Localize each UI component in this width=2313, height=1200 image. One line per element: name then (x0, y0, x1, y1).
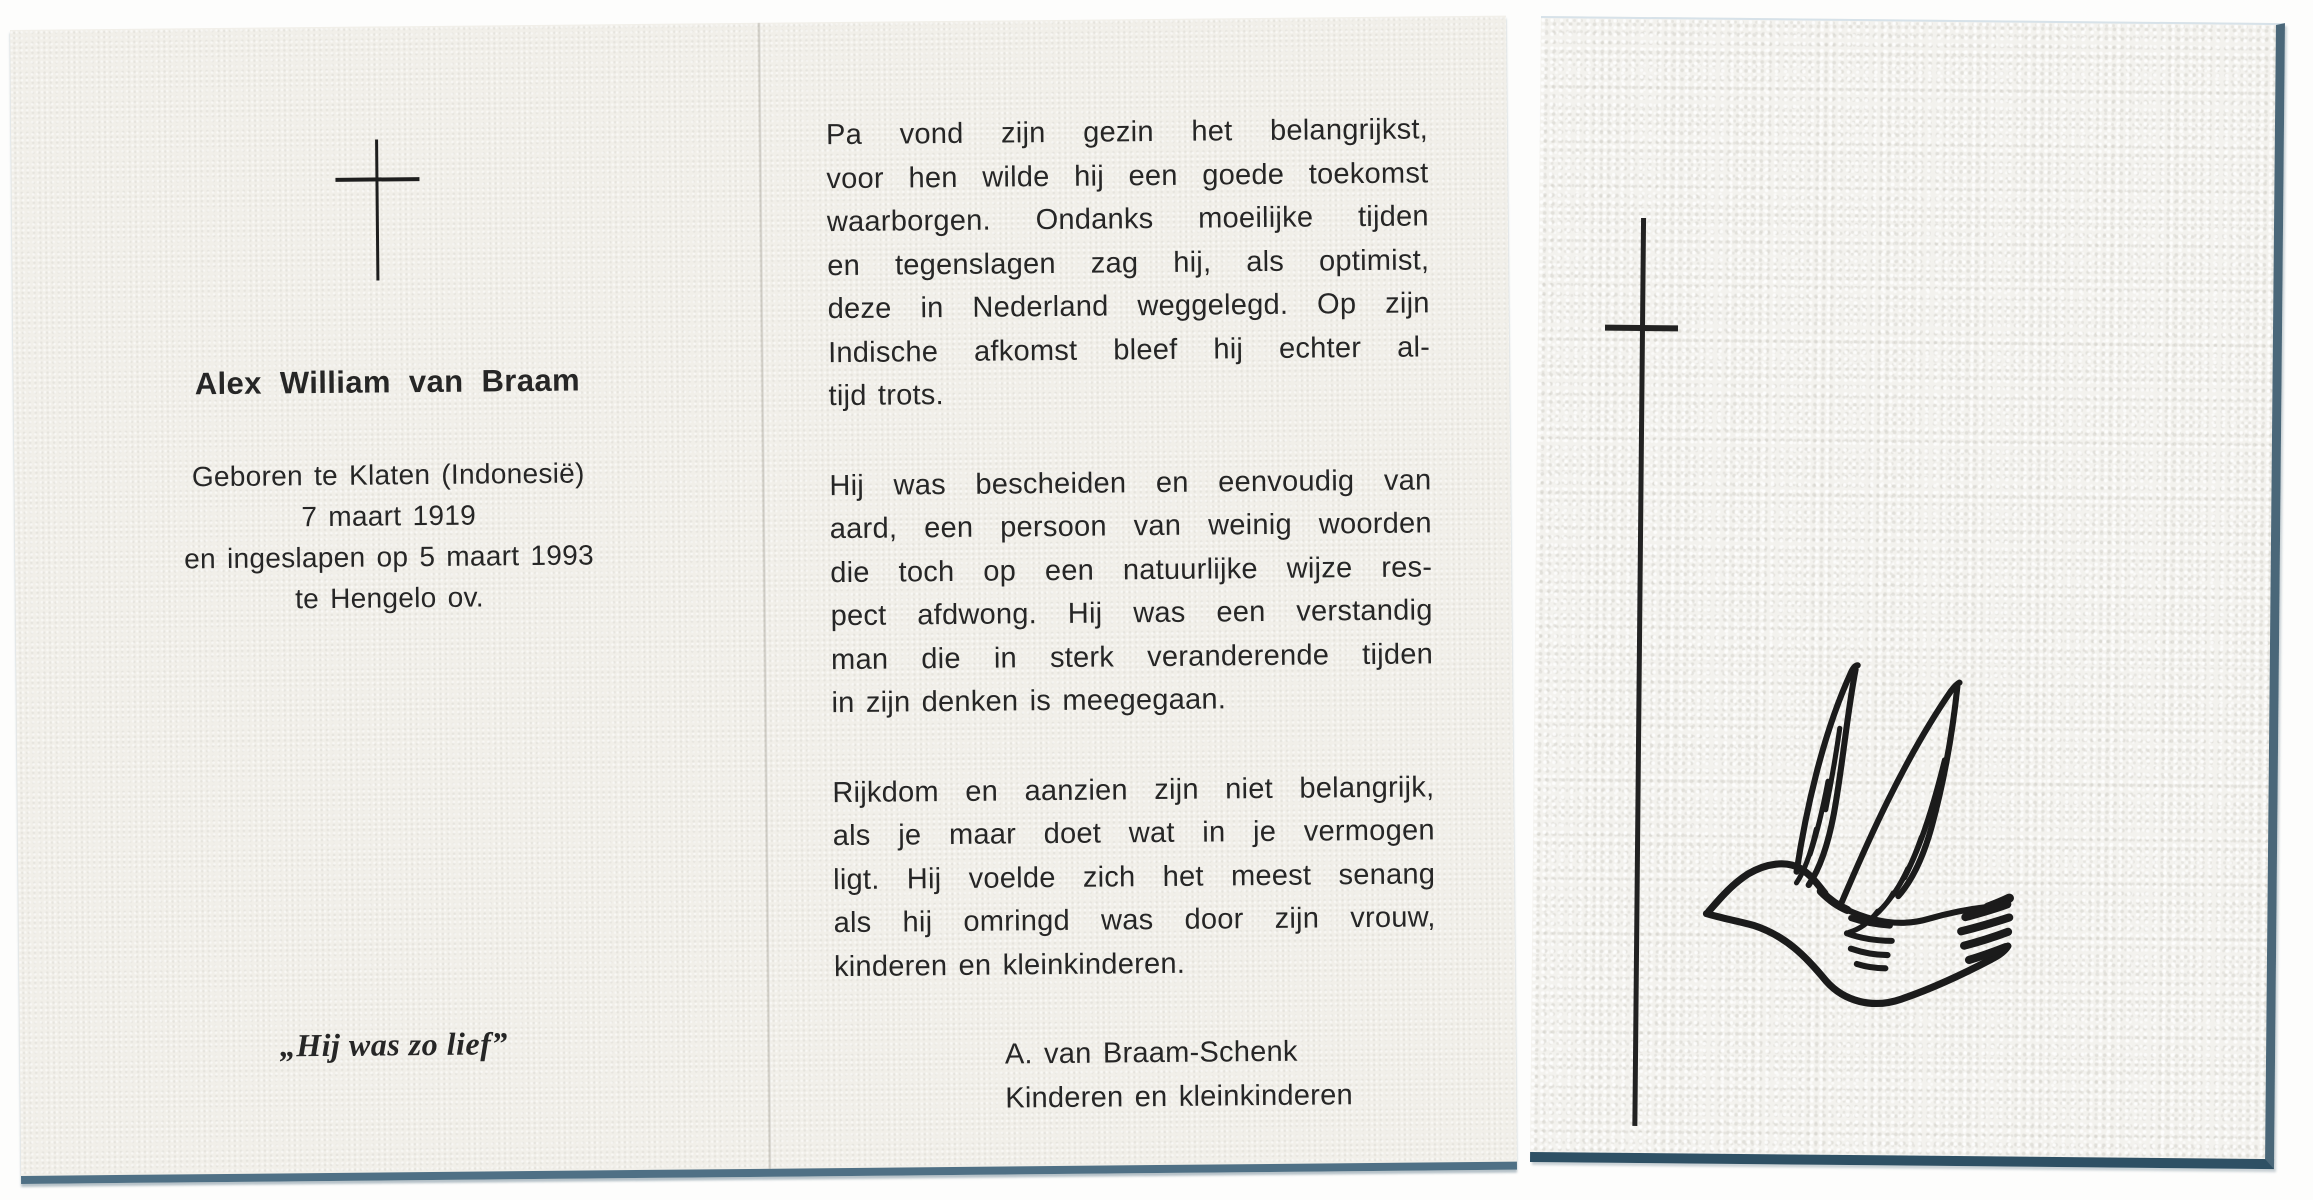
text-line: aard, een persoon van weinig woorden (829, 507, 1432, 546)
eulogy-paragraph (832, 766, 1436, 989)
epitaph-quote: „Hij was zo lief” (279, 1025, 508, 1064)
text-line: waarborgen. Ondanks moeilijke tijden (826, 200, 1430, 239)
eulogy-paragraph (829, 459, 1433, 726)
text-line: als hij omringd was door zijn vrouw, (833, 901, 1436, 940)
text-line: kinderen en kleinkinderen. (833, 947, 1186, 983)
cross-horizontal-bar (335, 177, 419, 182)
eulogy-text-panel (826, 108, 1438, 1122)
cross-vertical-bar (1632, 218, 1646, 1126)
cross-vertical-bar (375, 139, 379, 280)
memorial-card-back-cover (1530, 16, 2285, 1169)
text-line: voor hen wilde hij een goede toekomst (826, 156, 1429, 195)
text-line: 7 maart 1919 (301, 499, 477, 533)
cross-horizontal-bar (1605, 325, 1678, 332)
deceased-name: Alex William van Braam (194, 362, 581, 402)
text-line: tijd trots. (828, 379, 945, 413)
text-line: in zijn denken is meegegaan. (831, 683, 1227, 720)
memorial-card-inner-spread (10, 16, 1517, 1184)
text-line: als je maar doet wat in je vermogen (832, 814, 1435, 853)
eulogy-paragraph (826, 108, 1431, 418)
dove-icon (1701, 660, 2020, 1015)
text-line: en ingeslapen op 5 maart 1993 (184, 539, 595, 575)
text-line: deze in Nederland weggelegd. Op zijn (827, 287, 1430, 326)
text-line: Geboren te Klaten (Indonesië) (191, 457, 585, 493)
text-line: te Hengelo ov. (294, 581, 484, 615)
text-line: Hij was bescheiden en eenvoudig van (829, 463, 1432, 502)
birth-death-details (14, 451, 764, 622)
text-line: A. van Braam-Schenk (1004, 1035, 1298, 1071)
text-line: en tegenslagen zag hij, als optimist, (827, 243, 1430, 282)
text-line: Indische afkomst bleef hij echter al- (827, 330, 1431, 369)
text-line: ligt. Hij voelde zich het meest senang (833, 857, 1436, 896)
text-line: Rijkdom en aanzien zijn niet belangrijk, (832, 770, 1435, 809)
signature-block (1005, 1029, 1438, 1120)
text-line: Pa vond zijn gezin het belangrijkst, (825, 113, 1429, 152)
text-line: die toch op een natuurlijke wijze res- (830, 550, 1433, 589)
text-line: pect afdwong. Hij was een verstandig (830, 594, 1433, 633)
text-line: Kinderen en kleinkinderen (1005, 1078, 1354, 1114)
latin-cross-icon (1541, 18, 2276, 25)
text-line: man die in sterk veranderende tijden (830, 637, 1434, 676)
